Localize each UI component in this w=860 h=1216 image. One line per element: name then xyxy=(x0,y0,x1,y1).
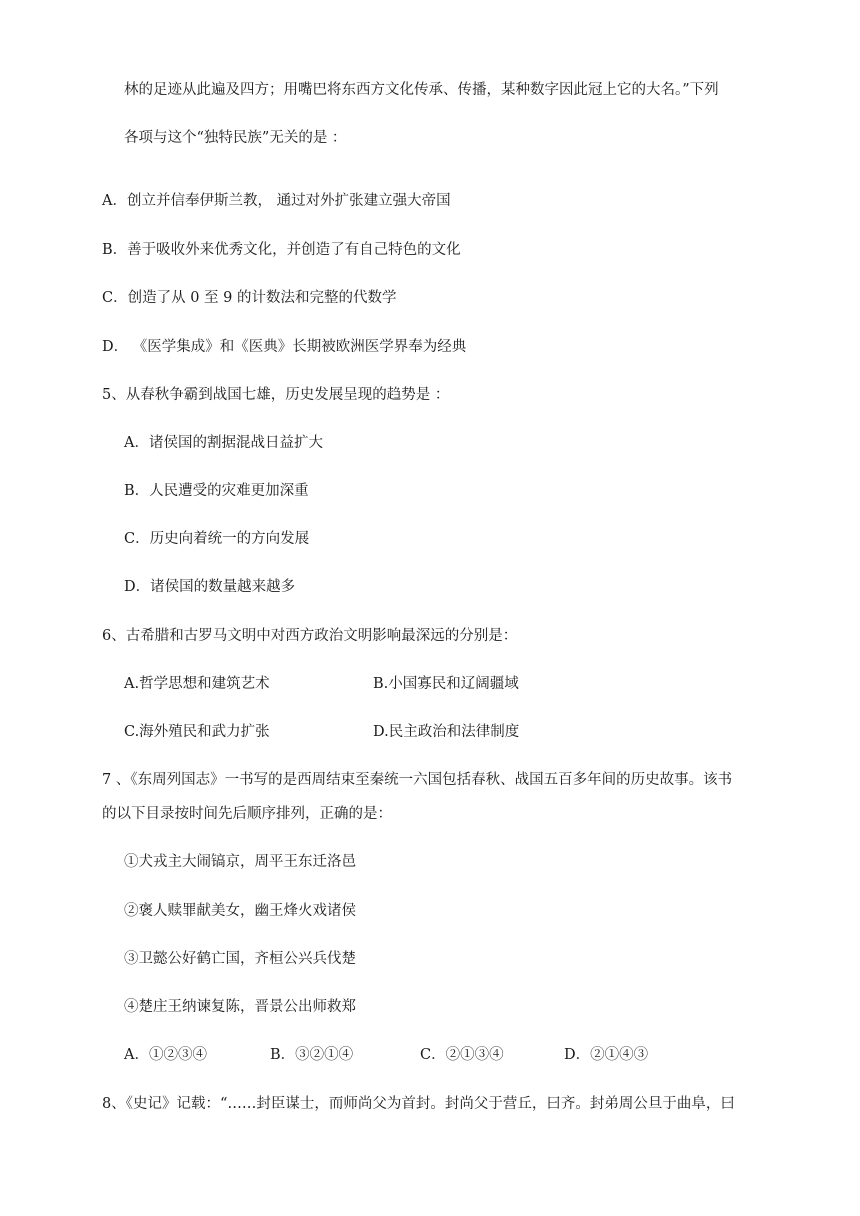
q7-stem-line-2: 的以下目录按时间先后顺序排列，正确的是： xyxy=(102,806,392,822)
q5-option-d: D．诸侯国的数量越来越多 xyxy=(124,579,296,595)
intro-line-1: 林的足迹从此遍及四方；用嘴巴将东西方文化传承、传播，某种数字因此冠上它的大名。”下列 xyxy=(124,82,719,98)
q7-option-d: D．②①④③ xyxy=(564,1047,649,1063)
q6-option-c: C.海外殖民和武力扩张 xyxy=(124,724,270,740)
q7-item-1: ①犬戎主大闹镐京，周平王东迁洛邑 xyxy=(124,854,356,870)
q7-item-2: ②褒人赎罪献美女，幽王烽火戏诸侯 xyxy=(124,903,356,919)
q6-option-d: D.民主政治和法律制度 xyxy=(373,724,520,740)
q5-stem: 5、从春秋争霸到战国七雄，历史发展呈现的趋势是 ： xyxy=(102,387,450,403)
q5-option-b: B．人民遭受的灾难更加深重 xyxy=(124,483,309,499)
q5-option-c: C．历史向着统一的方向发展 xyxy=(124,531,310,547)
q6-option-b: B.小国寡民和辽阔疆域 xyxy=(373,676,519,692)
q7-item-4: ④楚庄王纳谏复陈，晋景公出师救郑 xyxy=(124,999,356,1015)
intro-line-2: 各项与这个“独特民族”无关的是 ： xyxy=(124,130,347,146)
q7-option-b: B．③②①④ xyxy=(270,1047,354,1063)
q4-option-b: B．善于吸收外来优秀文化，并创造了有自己特色的文化 xyxy=(102,242,461,258)
q4-option-a: A．创立并信奉伊斯兰教， 通过对外扩张建立强大帝国 xyxy=(102,193,451,209)
q7-item-3: ③卫懿公好鹤亡国，齐桓公兴兵伐楚 xyxy=(124,951,356,967)
q5-option-a: A．诸侯国的割据混战日益扩大 xyxy=(124,435,323,451)
q7-stem-line-1: 7 、《东周列国志》一书写的是西周结束至秦统一六国包括春秋、战国五百多年间的历史故事。该书 xyxy=(102,772,733,788)
q7-option-c: C．②①③④ xyxy=(420,1047,504,1063)
q6-option-a: A.哲学思想和建筑艺术 xyxy=(124,676,270,692)
q7-option-a: A．①②③④ xyxy=(124,1047,207,1063)
q4-option-c: C．创造了从 0 至 9 的计数法和完整的代数学 xyxy=(102,290,397,306)
q8-stem-line-1: 8、《史记》记载：“……封臣谋士，而师尚父为首封。封尚父于营丘，曰齐。封弟周公旦于曲阜，曰 xyxy=(102,1096,735,1112)
q4-option-d: D． 《医学集成》和《医典》长期被欧洲医学界奉为经典 xyxy=(102,339,467,355)
q6-stem: 6、古希腊和古罗马文明中对西方政治文明影响最深远的分别是： xyxy=(102,628,518,644)
